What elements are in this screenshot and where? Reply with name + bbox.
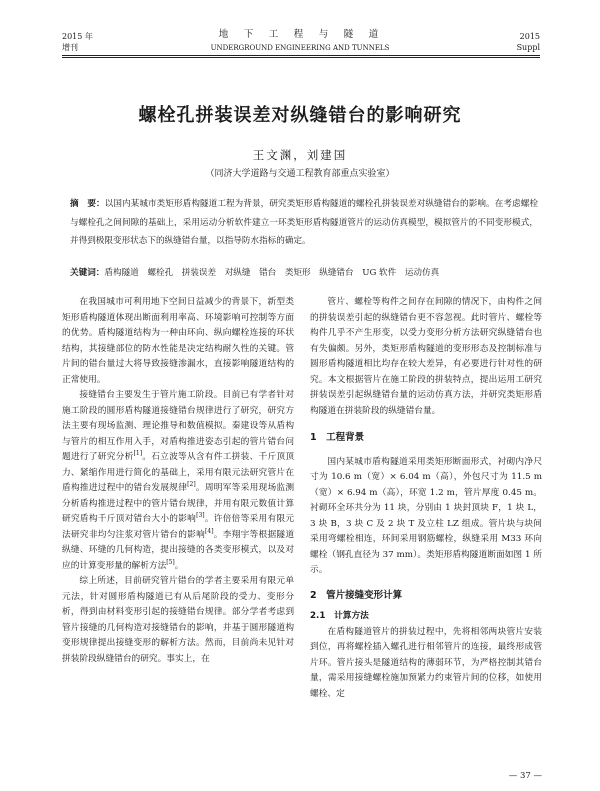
paragraph: 在我国城市可利用地下空间日益减少的背景下，新型类矩形盾构隧道体现出断面利用率高、环境影响可控制等方面的优势。盾构隧道结构为一种由环向、纵向螺栓连接的环状结构，其接缝部位的防水性能是决定结构耐久性的关键。管片间的错台量过大将导致接缝渗漏水，直接影响隧道结构的正常使用。: [62, 297, 294, 385]
keywords: [70, 266, 538, 280]
header-supp-left: 增刊: [62, 43, 78, 52]
paragraph: 在盾构隧道管片的拼装过程中，先将相邻两块管片安装到位，再将螺栓插入螺孔进行相邻管片的连接，最终形成管片环。管片接头是隧道结构的薄弱环节，为严格控制其错台量，需采用接缝螺栓施加预紧力约束管片间的位移，如使用螺栓、定: [310, 626, 542, 699]
body-column-left: [62, 295, 294, 667]
paragraph: 接缝错台主要发生于管片施工阶段。目前已有学者针对施工阶段的圆形盾构隧道接缝错台规律进行了研究，研究方法主要有现场监测、理论推导和数值模拟。秦建设等从盾构与管片的相互作用入手，对盾构推进姿态引起的管片错台问题进行了研究分析[1]。石立波等从含有件工拼装、千斤顶顶力、紧缩作用进行简化的基础上，采用有限元法研究管片在盾构推进过程中的错台发展规律[2]。周明军等采用现场监测分析盾构推进过程中的管片错台规律，并用有限元数值计算研究盾构千斤顶对错台大小的影响[3]。许倍倍等采用有限元法研究非均匀注浆对管片错台的影响[4]。李翔宇等根据隧道纵缝、环缝的几何构造，提出接缝的各类变形模式，以及对应的计算变形量的解析方法[5]。: [62, 390, 295, 571]
header-year-right: 2015: [519, 32, 540, 41]
paragraph: 管片、螺栓等构件之间存在间隙的情况下，由构件之间的拼装误差引起的纵缝错台更不容忽视。此时管片、螺栓等构件几乎不产生形变，以受力变形分析方法研究纵缝错台也有失偏颇。另外，类矩形盾构隧道的变形形态及控制标准与圆形盾构隧道相比均存在较大差异，有必要进行针对性的研究。本文根据管片在施工阶段的拼装特点，提出运用工研究拼装误差引起纵缝错台量的运动仿真方法，并研究类矩形盾构隧道在拼装阶段的纵缝错台量。: [310, 297, 542, 416]
citation: [3]: [196, 512, 205, 520]
abstract-text: 以国内某城市类矩形盾构隧道工程为背景，研究类矩形盾构隧道的螺栓孔拼装误差对纵缝错台的影响。在考虑螺栓与螺栓孔之间间隙的基础上，采用运动分析软件建立一环类矩形盾构隧道管片的运动仿真模型，模拟管片的不同变形模式，并得到极限变形状态下的纵缝错台量，以指导防水指标的确定。: [70, 199, 538, 246]
paper-affiliation: （同济大学道路与交通工程教育部重点实验室）: [205, 169, 395, 179]
keywords-label: 关键词：: [70, 268, 105, 278]
header-year-left: 2015 年: [62, 32, 93, 41]
abstract-label: 摘 要：: [70, 199, 105, 209]
paragraph: 国内某城市盾构隧道采用类矩形断面形式，衬砌内净尺寸为 10.6 m（宽）× 6.04 m（高），外包尺寸为 11.5 m（宽）× 6.94 m（高），环宽 1.2 m，管片厚度 0.45 m。衬砌环全环共分为 11 块，分别由 1 块封顶块 F，1 块 L，3 块 B，3 块 C 及 2 块 T 及立柱 LZ 组成。管片块与块间采用弯螺栓相连，环间采用钢筋螺栓，纵缝采用 M33 环向螺栓（钢孔直径为 37 mm）。类矩形盾构隧道断面如图 1 所示。: [310, 456, 542, 575]
abstract: [70, 195, 538, 251]
citation: [5]: [166, 558, 175, 566]
keywords-text: 盾构隧道 螺栓孔 拼装误差 对纵缝 错台 类矩形 纵缝错台 UG 软件 运动仿真: [104, 268, 440, 278]
header-supp-right: Suppl: [516, 43, 540, 52]
header-rule-thin: [62, 57, 540, 58]
section-heading: 1 工程背景: [310, 432, 365, 443]
citation: [1]: [133, 450, 143, 458]
paper-authors: 王文渊，刘建国: [252, 148, 348, 162]
paragraph: 综上所述，目前研究管片错台的学者主要采用有限元单元法，针对圆形盾构隧道已有从后尾阶段的受力、变形分析，得到由材料变形引起的接缝错台规律。部分学者考虑到管片接缝的几何构造对接缝错台的影响，并基于圆形隧道构变形规律提出接缝变形的解析方法。然而，目前尚未见针对拼装阶段纵缝错台的研究。事实上，在: [62, 576, 294, 664]
subsection-heading: 2.1 计算方法: [310, 611, 369, 621]
section-heading: 2 管片接缝变形计算: [310, 589, 403, 601]
paper-title: 螺栓孔拼装误差对纵缝错台的影响研究: [138, 105, 462, 126]
body-column-right: [310, 295, 542, 702]
journal-name-cn: 地 下 工 程 与 隧 道: [218, 29, 382, 40]
header-rule: [62, 55, 540, 56]
page-number: — 37 —: [508, 771, 542, 781]
citation: [2]: [187, 481, 196, 489]
citation: [4]: [205, 527, 214, 535]
journal-name-en: UNDERGROUND ENGINEERING AND TUNNELS: [210, 44, 390, 52]
